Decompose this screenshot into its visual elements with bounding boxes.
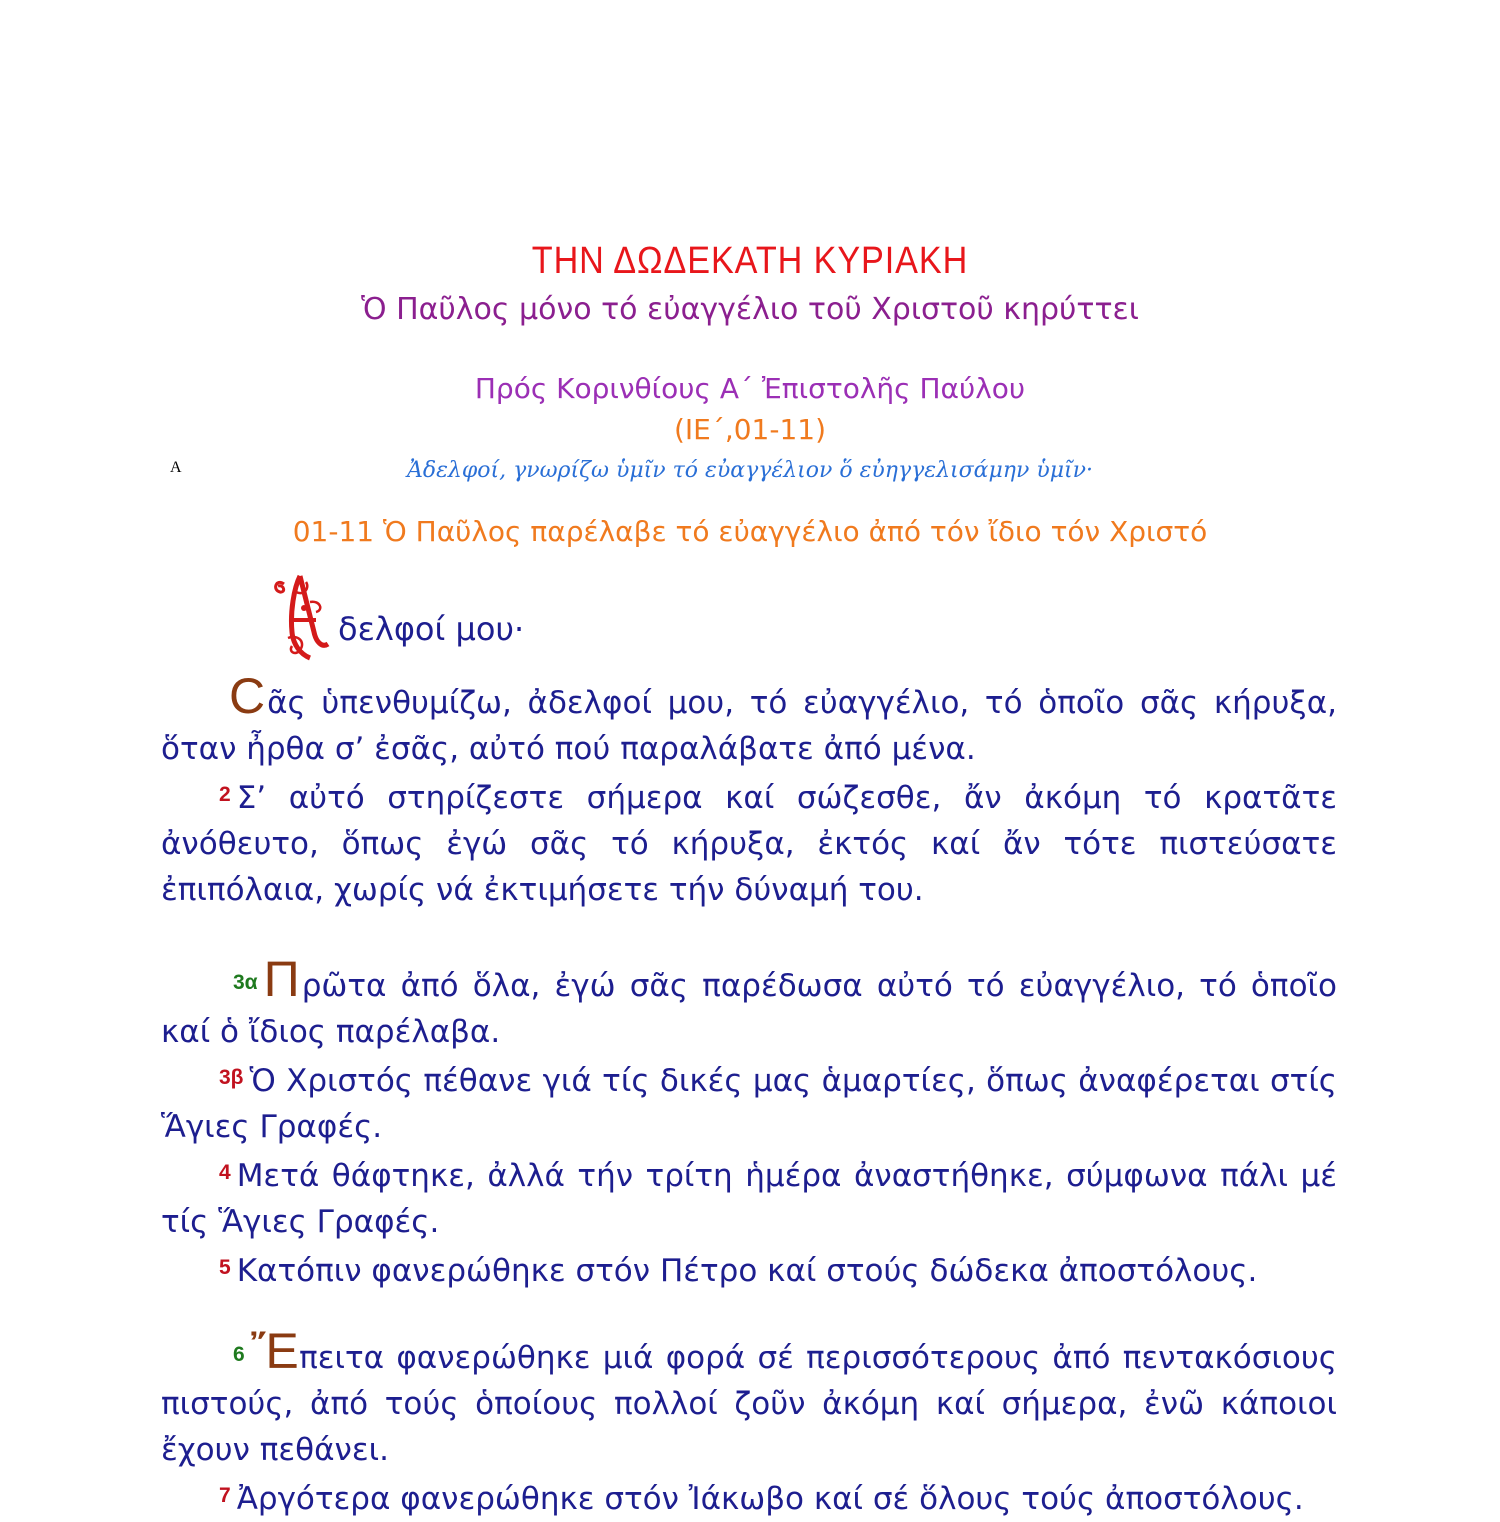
verse-number: 6 — [233, 1343, 245, 1366]
verse-7 — [161, 1473, 1337, 1522]
verse-number: 5 — [219, 1256, 231, 1279]
verse-text: Ὁ Χριστός πέθανε γιά τίς δικές μας ἁμαρτίες, ὅπως ἀναφέρεται στίς Ἅγιες Γραφές. — [161, 1063, 1337, 1145]
page-subtitle: Ὁ Παῦλος μόνο τό εὐαγγέλιο τοῦ Χριστοῦ κηρύττει — [361, 292, 1139, 327]
ornamental-initial-icon — [170, 459, 332, 660]
verse-number: 4 — [219, 1161, 231, 1184]
section-heading: 01-11 Ὁ Παῦλος παρέλαβε τό εὐαγγέλιο ἀπό τόν ἴδιο τόν Χριστό — [292, 515, 1208, 548]
verse-6 — [161, 1323, 1337, 1473]
verse-number: 7 — [219, 1484, 231, 1507]
verse-text: Μετά θάφτηκε, ἀλλά τήν τρίτη ἡμέρα ἀναστήθηκε, σύμφωνα πάλι μέ τίς Ἅγιες Γραφές. — [161, 1158, 1337, 1240]
verse-text: πειτα φανερώθηκε μιά φορά σέ περισσότερους ἀπό πεντακόσιους πιστούς, ἀπό τούς ὁποίους πολλοί ζοῦν ἀκόμη καί σήμερα, ἐνῶ κάποιοι ἔχουν πεθάνει. — [161, 1340, 1337, 1468]
verse-text: ρῶτα ἀπό ὅλα, ἐγώ σᾶς παρέδωσα αὐτό τό εὐαγγέλιο, τό ὁποῖο καί ὁ ἴδιος παρέλαβα. — [161, 968, 1337, 1050]
epistle-heading: Πρός Κορινθίους Α΄ Ἐπιστολῆς Παύλου — [474, 372, 1026, 405]
salutation-text: δελφοί μου· — [338, 610, 525, 648]
verse-text: Κατόπιν φανερώθηκε στόν Πέτρο καί στούς δώδεκα ἀποστόλους. — [236, 1253, 1258, 1289]
verse-3b — [161, 1055, 1337, 1150]
verse-1 — [161, 668, 1337, 772]
verse-number: 2 — [219, 783, 231, 806]
passage-block-3 — [161, 1323, 1337, 1522]
verse-number: 3β — [219, 1066, 244, 1089]
ornamental-initial-letter: Α — [170, 459, 182, 476]
verse-5 — [161, 1245, 1337, 1294]
salutation — [170, 459, 670, 662]
verse-text: Ἀργότερα φανερώθηκε στόν Ἰάκωβο καί σέ ὅλους τούς ἀποστόλους. — [236, 1481, 1304, 1517]
chapter-reference: (ΙΕ΄,01-11) — [673, 413, 827, 446]
verse-text: ᾶς ὑπενθυμίζω, ἀδελφοί μου, τό εὐαγγέλιο, τό ὁποῖο σᾶς κήρυξα, ὅταν ἦρθα σ’ ἐσᾶς, αὐτό πού παραλάβατε ἀπό μένα. — [161, 685, 1337, 767]
verse-2 — [161, 772, 1337, 913]
intro-verse: Ἀδελφοί, γνωρίζω ὑμῖν τό εὐαγγέλιον ὅ εὐηγγελισάμην ὑμῖν· — [406, 458, 1094, 483]
verse-number: 3α — [233, 971, 258, 994]
verse-4 — [161, 1150, 1337, 1245]
drop-cap: Π — [263, 951, 300, 1007]
passage-block-2 — [161, 951, 1337, 1294]
verse-3a — [161, 951, 1337, 1055]
drop-cap: C — [229, 668, 266, 724]
verse-text: Σ’ αὐτό στηρίζεστε σήμερα καί σώζεσθε, ἄν ἀκόμη τό κρατᾶτε ἀνόθευτο, ὅπως ἐγώ σᾶς τό κήρυξα, ἐκτός καί ἄν τότε πιστεύσατε ἐπιπόλαια, χωρίς νά ἐκτιμήσετε τήν δύναμή του. — [161, 780, 1337, 908]
drop-cap: Ἔ — [250, 1323, 298, 1379]
passage-block-1 — [161, 668, 1337, 913]
page-title: ΤΗΝ ΔΩΔΕΚΑΤΗ ΚΥΡΙΑΚΗ — [531, 240, 969, 282]
